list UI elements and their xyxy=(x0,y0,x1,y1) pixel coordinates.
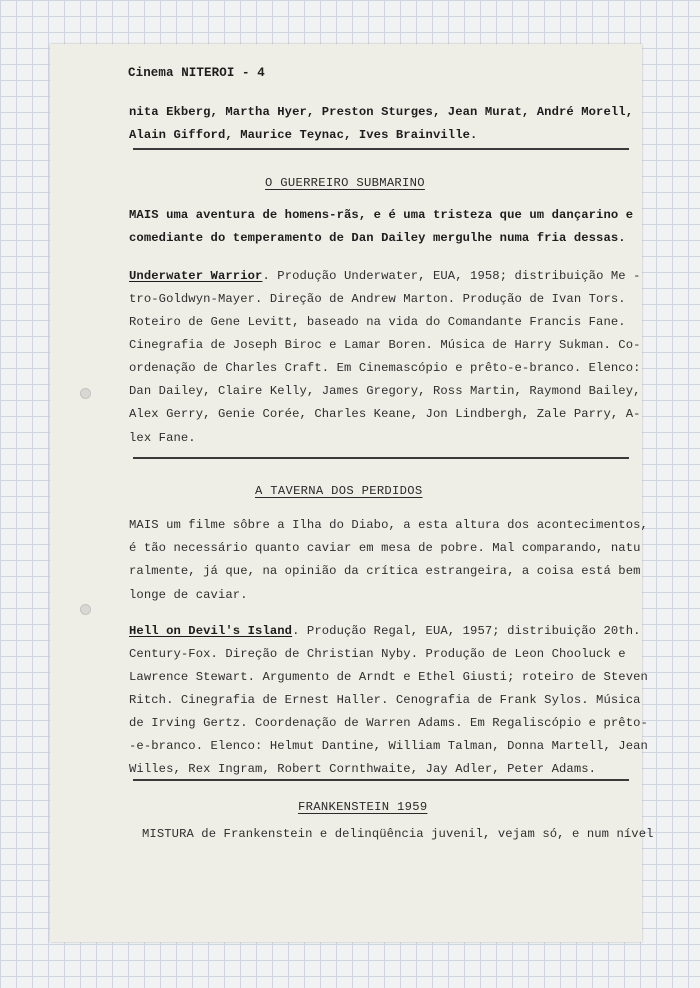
credits-line: Underwater Warrior. Produção Underwater, EUA, 1958; distribuição Me - xyxy=(129,269,641,283)
credits-line: Hell on Devil's Island. Produção Regal, EUA, 1957; distribuição 20th. xyxy=(129,624,641,638)
original-title: Underwater Warrior xyxy=(129,269,263,283)
section-divider xyxy=(133,148,629,150)
section-divider xyxy=(133,457,629,459)
carryover-line: nita Ekberg, Martha Hyer, Preston Sturges, Jean Murat, André Morell, xyxy=(129,105,634,119)
review-line: comediante do temperamento de Dan Dailey mergulhe numa fria dessas. xyxy=(129,231,626,245)
credits-line: Dan Dailey, Claire Kelly, James Gregory, Ross Martin, Raymond Bailey, xyxy=(129,384,641,398)
review-line: MAIS um filme sôbre a Ilha do Diabo, a esta altura dos acontecimentos, xyxy=(129,518,648,532)
credits-line: Willes, Rex Ingram, Robert Cornthwaite, Jay Adler, Peter Adams. xyxy=(129,762,597,776)
credits-line: -e-branco. Elenco: Helmut Dantine, William Talman, Donna Martell, Jean xyxy=(129,739,648,753)
credits-line: tro-Goldwyn-Mayer. Direção de Andrew Marton. Produção de Ivan Tors. xyxy=(129,292,626,306)
credits-line: de Irving Gertz. Coordenação de Warren Adams. Em Regaliscópio e prêto- xyxy=(129,716,648,730)
review-line: MAIS uma aventura de homens-rãs, e é uma tristeza que um dançarino e xyxy=(129,208,634,222)
punch-hole-upper xyxy=(80,388,91,399)
credits-line: Lawrence Stewart. Argumento de Arndt e Ethel Giusti; roteiro de Steven xyxy=(129,670,648,684)
credits-line: Roteiro de Gene Levitt, baseado na vida do Comandante Francis Fane. xyxy=(129,315,626,329)
credits-line: Alex Gerry, Genie Corée, Charles Keane, Jon Lindbergh, Zale Parry, A- xyxy=(129,407,641,421)
credits-line: Century-Fox. Direção de Christian Nyby. Produção de Leon Chooluck e xyxy=(129,647,626,661)
section-title: A TAVERNA DOS PERDIDOS xyxy=(255,484,423,498)
section-divider xyxy=(133,779,629,781)
section-title: O GUERREIRO SUBMARINO xyxy=(265,176,425,190)
credits-line: Cinegrafia de Joseph Biroc e Lamar Boren. Música de Harry Sukman. Co- xyxy=(129,338,641,352)
review-line: MISTURA de Frankenstein e delinqüência juvenil, vejam só, e num nível xyxy=(142,827,654,841)
credits-line: lex Fane. xyxy=(129,431,196,445)
credits-line: Ritch. Cinegrafia de Ernest Haller. Cenografia de Frank Sylos. Música xyxy=(129,693,641,707)
punch-hole-lower xyxy=(80,604,91,615)
review-line: longe de caviar. xyxy=(129,588,248,602)
page-header: Cinema NITEROI - 4 xyxy=(128,66,265,80)
section-title: FRANKENSTEIN 1959 xyxy=(298,800,428,814)
carryover-line: Alain Gifford, Maurice Teynac, Ives Brainville. xyxy=(129,128,478,142)
review-line: ralmente, já que, na opinião da crítica estrangeira, a coisa está bem xyxy=(129,564,641,578)
review-line: é tão necessário quanto caviar em mesa de pobre. Mal comparando, natu xyxy=(129,541,641,555)
credits-line: ordenação de Charles Craft. Em Cinemascópio e prêto-e-branco. Elenco: xyxy=(129,361,641,375)
original-title: Hell on Devil's Island xyxy=(129,624,293,638)
